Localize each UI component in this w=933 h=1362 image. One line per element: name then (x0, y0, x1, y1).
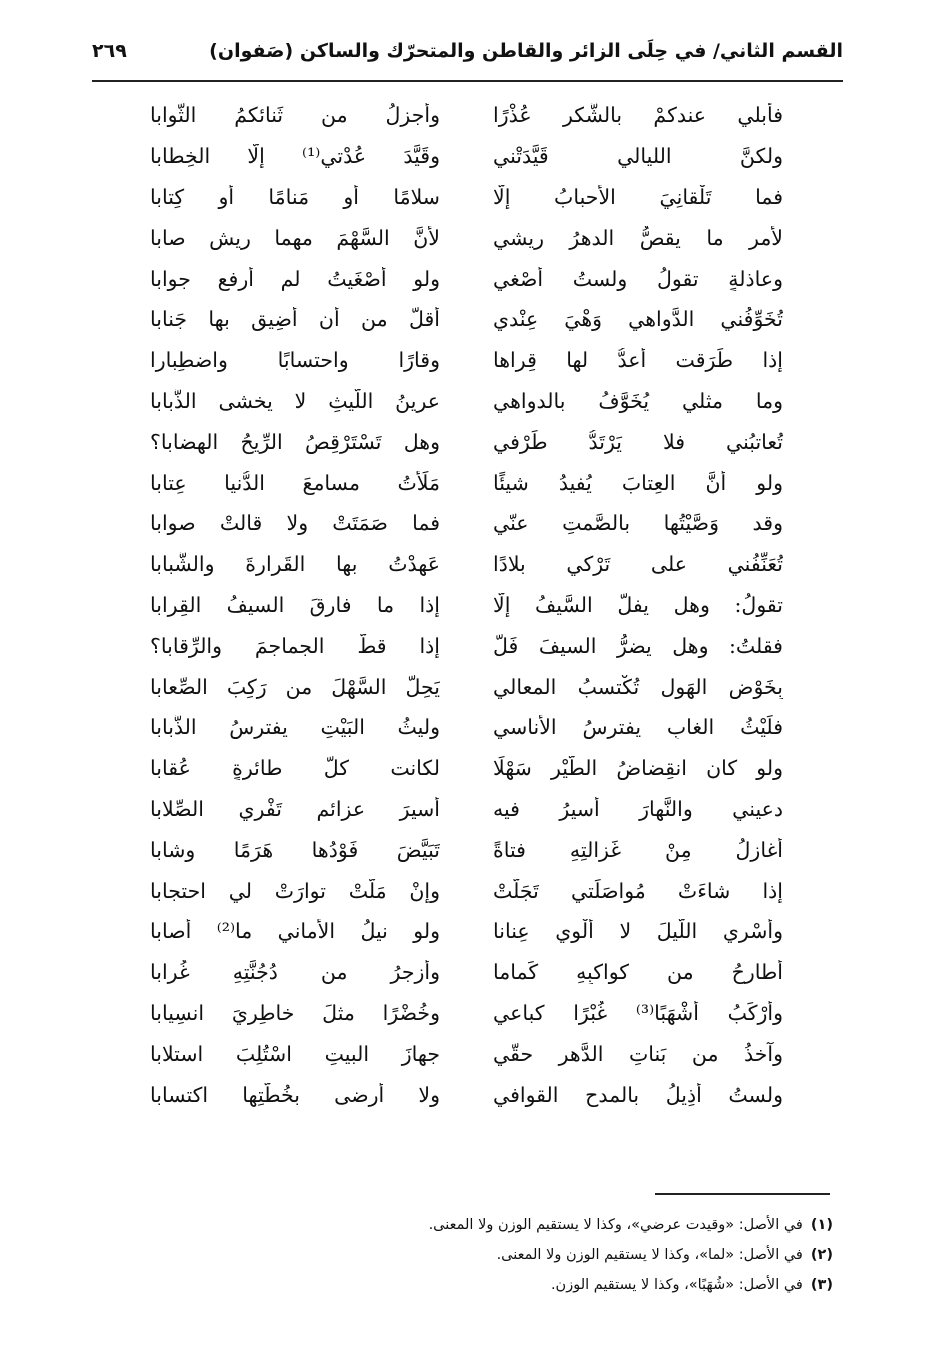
verse-first-hemistich: وأُسْري اللَّيلَ لا أَلْوي عِنانا (493, 919, 783, 944)
verse-second-hemistich: وخُضْرًا مثلَ خاطِرِيَ انسِيابا (150, 1000, 440, 1025)
footnote-divider (655, 1193, 830, 1195)
verse-first-hemistich: فما تَلْقانِيَ الأحبابُ إلّا (493, 184, 783, 209)
verse-second-hemistich: يَحِلُّ السَّهْلَ من رَكِبَ الصِّعابا (150, 674, 440, 699)
verse-first-hemistich: ولكنَّ الليالي قَيَّدَتْني (493, 144, 783, 169)
verse (150, 625, 783, 666)
footnote (100, 1210, 833, 1240)
verse-first-hemistich: أطارحُ من كواكبِهِ كَماما (493, 960, 783, 985)
verse (150, 421, 783, 462)
verse (150, 299, 783, 340)
verse-first-hemistich: ولو كان انقِضاضُ الطَّيْرِ سَهْلًا (493, 756, 783, 781)
verse (150, 952, 783, 993)
verse-first-hemistich: فقلتُ: وهل يضرُّ السيفَ فَلٌّ (493, 633, 783, 658)
verse (150, 666, 783, 707)
verse (150, 707, 783, 748)
verse-first-hemistich: وآخذُ من بَناتِ الدَّهرِ حقّي (493, 1041, 783, 1066)
verse-first-hemistich: ولو أنَّ العِتابَ يُفيدُ شيئًا (493, 470, 783, 495)
footnotes (100, 1210, 833, 1300)
footnote-text: في الأصل: «وقيدت عرضي»، وكذا لا يستقيم الوزن ولا المعنى. (428, 1217, 803, 1233)
verse-second-hemistich: وقَيَّدَ عُدْتي⁽¹⁾ إلّا الخِطابا (150, 144, 440, 169)
verse-second-hemistich: وقارًا واحتسابًا واضطِبارا (150, 348, 440, 373)
verse-first-hemistich: تقولُ: وهل يفلُّ السَّيفُ إلّا (493, 592, 783, 617)
verse (150, 870, 783, 911)
footnote-marker: (٢) (810, 1247, 833, 1263)
verse-first-hemistich: تُعَنِّفُني على تَرْكي بلادًا (493, 552, 783, 577)
footnote-marker: (١) (810, 1217, 833, 1233)
verse-second-hemistich: فما صَمَتَتْ ولا قالتْ صوابا (150, 511, 440, 536)
verse (150, 503, 783, 544)
verse (150, 95, 783, 136)
verse (150, 911, 783, 952)
verse-first-hemistich: تُعاتبُني فلا يَرْتَدُّ طَرْفي (493, 429, 783, 454)
verse-first-hemistich: وقد وَصَّيْتُها بالصَّمتِ عنّي (493, 511, 783, 536)
verse (150, 789, 783, 830)
page-header (92, 40, 843, 82)
verse-second-hemistich: عَهِدْتُ بها القَرارةَ والشَّبابا (150, 552, 440, 577)
verse-first-hemistich: فلَيْثُ الغابِ يفترسُ الأناسي (493, 715, 783, 740)
verse-second-hemistich: إذا قطَّ الجماجمَ والرِّقابا؟ (150, 633, 440, 658)
verse-first-hemistich: ولستُ أُذِيلُ بالمدحِ القوافي (493, 1082, 783, 1107)
verse (150, 258, 783, 299)
verse (150, 217, 783, 258)
running-title: القسم الثاني/ في حِلَى الزائر والقاطن والمتحرّك والساكن (صَفوان) (209, 40, 843, 62)
verse-first-hemistich: أُغازِلُ مِنْ غَزالتِهِ فتاةً (493, 837, 783, 862)
verse-first-hemistich: تُخَوِّفُني الدَّواهي وَهْيَ عِنْدي (493, 307, 783, 332)
verse (150, 340, 783, 381)
verse-first-hemistich: إذا طَرَقت أعدُّ لها قِراها (493, 348, 783, 373)
verse (150, 829, 783, 870)
verse (150, 462, 783, 503)
footnote-text: في الأصل: «لما»، وكذا لا يستقيم الوزن ولا المعنى. (496, 1247, 803, 1263)
verse-first-hemistich: دعيني والنَّهارَ أسيرُ فيه (493, 796, 783, 821)
verse (150, 381, 783, 422)
verse (150, 136, 783, 177)
verse-first-hemistich: وأَرْكَبُ أشْهَبًا⁽³⁾ غُبْرًا كباعي (493, 1000, 783, 1025)
verse-second-hemistich: وإنْ مَلَّتْ توارَتْ لي احتجابا (150, 878, 440, 903)
verse-second-hemistich: ولا أرضى بخُطَّتِها اكتسابا (150, 1082, 440, 1107)
footnote-text: في الأصل: «شُهَبًا»، وكذا لا يستقيم الوزن. (550, 1277, 803, 1293)
verse (150, 1074, 783, 1115)
poem (150, 95, 783, 1115)
verse-second-hemistich: أسيرَ عزائمٍ تَفْري الصِّلابا (150, 796, 440, 821)
verse-second-hemistich: وأَجزِلُ من ثَنائكمُ الثَّوابا (150, 103, 440, 128)
verse (150, 177, 783, 218)
verse-first-hemistich: وعاذلةٍ تقولُ ولستُ أُصْغي (493, 266, 783, 291)
verse (150, 544, 783, 585)
verse (150, 748, 783, 789)
footnote-marker: (٣) (810, 1277, 833, 1293)
verse-second-hemistich: سلامًا أو مَنامًا أو كِتابا (150, 184, 440, 209)
verse-second-hemistich: تَبَيَّضَ فَوْدُها هَرَمًا وشابا (150, 837, 440, 862)
verse-first-hemistich: بِخَوْضِ الهَولِ تُكْتسبُ المعالي (493, 674, 783, 699)
verse (150, 585, 783, 626)
verse-first-hemistich: إذا شاءَتْ مُواصَلَتي تَجَلَّتْ (493, 878, 783, 903)
verse-second-hemistich: عرينُ اللّيثِ لا يخشى الذُّبابا (150, 388, 440, 413)
verse-second-hemistich: مَلَأْتُ مسامعَ الدُّنيا عِتابا (150, 470, 440, 495)
page-number: ٢٦٩ (92, 40, 127, 62)
footnote (100, 1240, 833, 1270)
verse-second-hemistich: لأنَّ السَّهْمَ مهما رِيش صابا (150, 225, 440, 250)
verse-second-hemistich: جهازَ البيتِ اسْتُلِبَ استلابا (150, 1041, 440, 1066)
verse-second-hemistich: ولو نيلُ الأماني ما⁽²⁾ أصابا (150, 919, 440, 944)
verse-second-hemistich: ولو أصْغَيتُ لم أرفع جوابا (150, 266, 440, 291)
verse (150, 993, 783, 1034)
verse-first-hemistich: وما مثلي يُخَوَّفُ بالدواهي (493, 388, 783, 413)
verse (150, 1033, 783, 1074)
verse-second-hemistich: وأزجرُ من دُجُنَّتِهِ غُرابا (150, 960, 440, 985)
verse-second-hemistich: إذا ما فارقَ السيفُ القِرابا (150, 592, 440, 617)
footnote (100, 1270, 833, 1300)
verse-second-hemistich: أقلُّ من أن أُضِيق بها جَنابا (150, 307, 440, 332)
verse-second-hemistich: لكانت كلُّ طائرةٍ عُقابا (150, 756, 440, 781)
verse-second-hemistich: وهل تَسْتَرْقِصُ الرِّيحُ الهِضابا؟ (150, 429, 440, 454)
verse-first-hemistich: لأمرٍ ما يقصُّ الدهرُ رِيشي (493, 225, 783, 250)
verse-first-hemistich: فأُبلي عندكمْ بالشُّكر عُذْرًا (493, 103, 783, 128)
verse-second-hemistich: وليثُ البَيْتِ يفترسُ الذُّبابا (150, 715, 440, 740)
